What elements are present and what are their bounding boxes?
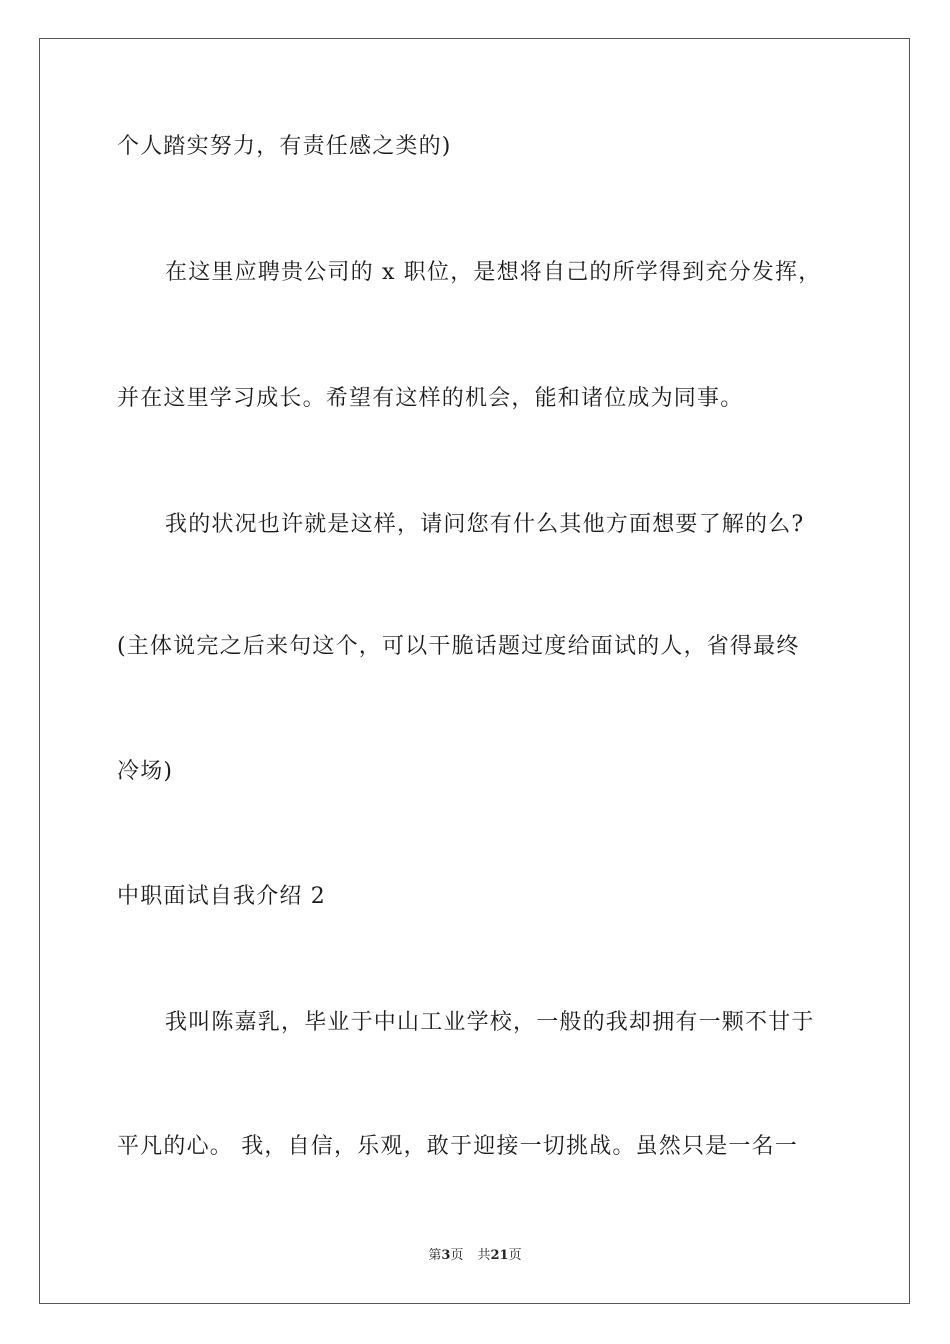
- total-pages: 21: [490, 1248, 509, 1263]
- text-line: 并在这里学习成长。希望有这样的机会，能和诸位成为同事。: [117, 386, 744, 411]
- page-prefix: 第: [428, 1248, 442, 1263]
- text-line: 个人踏实努力，有责任感之类的): [117, 134, 452, 159]
- text-line: 我的状况也许就是这样，请问您有什么其他方面想要了解的么?: [165, 512, 805, 537]
- page-number: 3: [441, 1248, 451, 1263]
- text-line: 平凡的心。 我，自信，乐观，敢于迎接一切挑战。虽然只是一名一: [117, 1134, 798, 1159]
- text-line: 我叫陈嘉乳，毕业于中山工业学校，一般的我却拥有一颗不甘于: [165, 1010, 815, 1035]
- text-line: 冷场): [117, 759, 174, 784]
- text-line: (主体说完之后来句这个，可以干脆话题过度给面试的人，省得最终: [117, 634, 800, 659]
- text-line: 在这里应聘贵公司的 x 职位，是想将自己的所学得到充分发挥，: [165, 260, 822, 285]
- page-suffix: 页: [450, 1248, 464, 1263]
- section-heading: 中职面试自我介绍 2: [117, 884, 326, 909]
- total-prefix: 共: [477, 1248, 491, 1263]
- total-suffix: 页: [508, 1248, 522, 1263]
- page-footer: [0, 1247, 950, 1265]
- page-frame: [39, 38, 910, 1304]
